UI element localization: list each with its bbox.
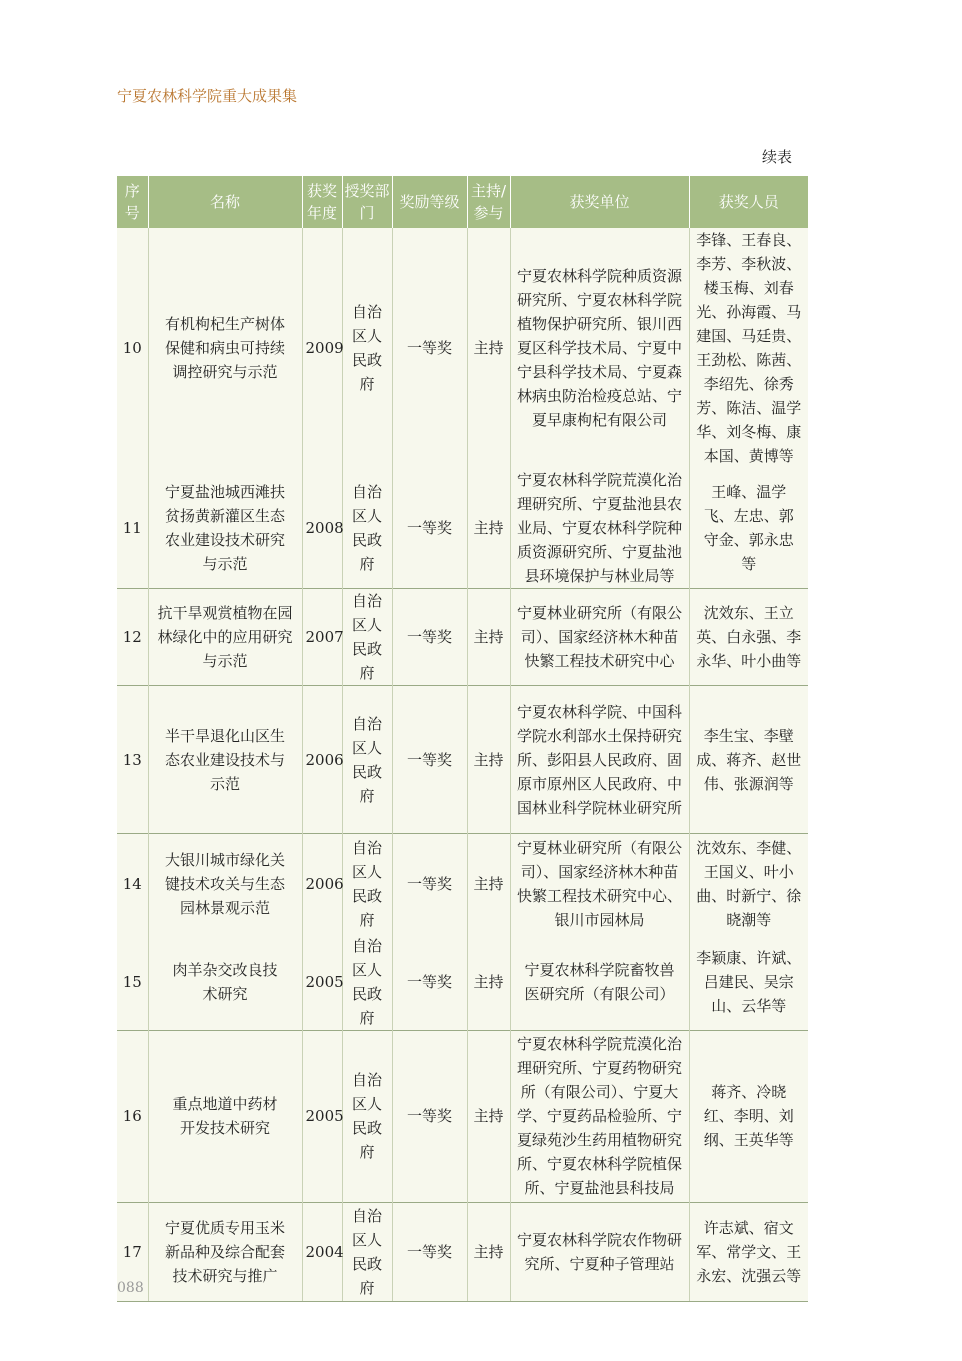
row-year: 2009 [302,228,342,468]
table-header-row [117,176,808,228]
row-level: 一等奖 [392,1202,467,1301]
row-dept: 自治区人民政府 [342,228,392,468]
row-units: 宁夏农林科学院荒漠化治理研究所、宁夏盐池县农业局、宁夏农林科学院种质资源研究所、宁夏盐池县环境保护与林业局等 [510,468,689,589]
col-header-no: 序号 [117,176,148,228]
row-people: 李生宝、李壁成、蒋齐、赵世伟、张源润等 [689,686,808,834]
row-units: 宁夏林业研究所（有限公司）、国家经济林木种苗快繁工程技术研究中心、银川市园林局 [510,834,689,934]
row-role: 主持 [467,468,510,589]
row-level: 一等奖 [392,934,467,1031]
row-year: 2004 [302,1202,342,1301]
table-row [117,834,808,934]
col-header-dept: 授奖部门 [342,176,392,228]
row-dept: 自治区人民政府 [342,1030,392,1202]
row-people: 王峰、温学飞、左忠、郭守金、郭永忠等 [689,468,808,589]
row-units: 宁夏农林科学院畜牧兽医研究所（有限公司） [510,934,689,1031]
page-number: 088 [117,1280,144,1296]
table-row [117,1202,808,1301]
col-header-role: 主持/参与 [467,176,510,228]
col-header-units: 获奖单位 [510,176,689,228]
table-row [117,1030,808,1202]
row-level: 一等奖 [392,834,467,934]
col-header-people: 获奖人员 [689,176,808,228]
row-role: 主持 [467,934,510,1031]
row-year: 2005 [302,934,342,1031]
row-year: 2005 [302,1030,342,1202]
row-level: 一等奖 [392,589,467,686]
row-people: 蒋齐、冷晓红、李明、刘纲、王英华等 [689,1030,808,1202]
col-header-level: 奖励等级 [392,176,467,228]
row-year: 2007 [302,589,342,686]
row-name: 有机枸杞生产树体保健和病虫可持续调控研究与示范 [148,228,302,468]
row-dept: 自治区人民政府 [342,686,392,834]
row-no: 17 [117,1202,148,1301]
row-units: 宁夏农林科学院种质资源研究所、宁夏农林科学院植物保护研究所、银川西夏区科学技术局、宁夏中宁县科学技术局、宁夏森林病虫防治检疫总站、宁夏早康枸杞有限公司 [510,228,689,468]
row-name: 大银川城市绿化关键技术攻关与生态园林景观示范 [148,834,302,934]
row-name: 肉羊杂交改良技术研究 [148,934,302,1031]
row-no: 15 [117,934,148,1031]
row-name: 重点地道中药材开发技术研究 [148,1030,302,1202]
row-units: 宁夏农林科学院、中国科学院水利部水土保持研究所、彭阳县人民政府、固原市原州区人民政府、中国林业科学院林业研究所 [510,686,689,834]
row-role: 主持 [467,686,510,834]
row-no: 12 [117,589,148,686]
row-level: 一等奖 [392,228,467,468]
table-row [117,934,808,1031]
row-role: 主持 [467,228,510,468]
continued-label: 续表 [762,148,793,166]
table-row [117,589,808,686]
row-people: 许志斌、宿文军、常学文、王永宏、沈强云等 [689,1202,808,1301]
row-year: 2008 [302,468,342,589]
row-role: 主持 [467,834,510,934]
row-no: 10 [117,228,148,468]
col-header-year: 获奖年度 [302,176,342,228]
row-year: 2006 [302,834,342,934]
table-row [117,468,808,589]
row-no: 11 [117,468,148,589]
row-people: 李颖康、许斌、吕建民、吴宗山、云华等 [689,934,808,1031]
row-dept: 自治区人民政府 [342,834,392,934]
row-units: 宁夏农林科学院荒漠化治理研究所、宁夏药物研究所（有限公司）、宁夏大学、宁夏药品检验所、宁夏绿苑沙生药用植物研究所、宁夏农林科学院植保所、宁夏盐池县科技局 [510,1030,689,1202]
row-no: 13 [117,686,148,834]
awards-table [117,176,808,1302]
row-role: 主持 [467,1202,510,1301]
row-dept: 自治区人民政府 [342,1202,392,1301]
row-people: 沈效东、李健、王国义、叶小曲、时新宁、徐晓潮等 [689,834,808,934]
row-no: 16 [117,1030,148,1202]
row-dept: 自治区人民政府 [342,468,392,589]
row-name: 宁夏盐池城西滩扶贫扬黄新灌区生态农业建设技术研究与示范 [148,468,302,589]
row-role: 主持 [467,589,510,686]
row-role: 主持 [467,1030,510,1202]
table-row [117,228,808,468]
row-name: 抗干旱观赏植物在园林绿化中的应用研究与示范 [148,589,302,686]
row-level: 一等奖 [392,468,467,589]
row-units: 宁夏林业研究所（有限公司）、国家经济林木种苗快繁工程技术研究中心 [510,589,689,686]
row-no: 14 [117,834,148,934]
row-year: 2006 [302,686,342,834]
table-row [117,686,808,834]
running-header: 宁夏农林科学院重大成果集 [117,87,298,105]
row-dept: 自治区人民政府 [342,934,392,1031]
row-people: 李锋、王春良、李芳、李秋波、楼玉梅、刘春光、孙海霞、马建国、马廷贵、王劲松、陈茜、李绍先、徐秀芳、陈洁、温学华、刘冬梅、康本国、黄博等 [689,228,808,468]
row-people: 沈效东、王立英、白永强、李永华、叶小曲等 [689,589,808,686]
row-level: 一等奖 [392,1030,467,1202]
row-level: 一等奖 [392,686,467,834]
row-name: 半干旱退化山区生态农业建设技术与示范 [148,686,302,834]
row-name: 宁夏优质专用玉米新品种及综合配套技术研究与推广 [148,1202,302,1301]
col-header-name: 名称 [148,176,302,228]
row-units: 宁夏农林科学院农作物研究所、宁夏种子管理站 [510,1202,689,1301]
row-dept: 自治区人民政府 [342,589,392,686]
